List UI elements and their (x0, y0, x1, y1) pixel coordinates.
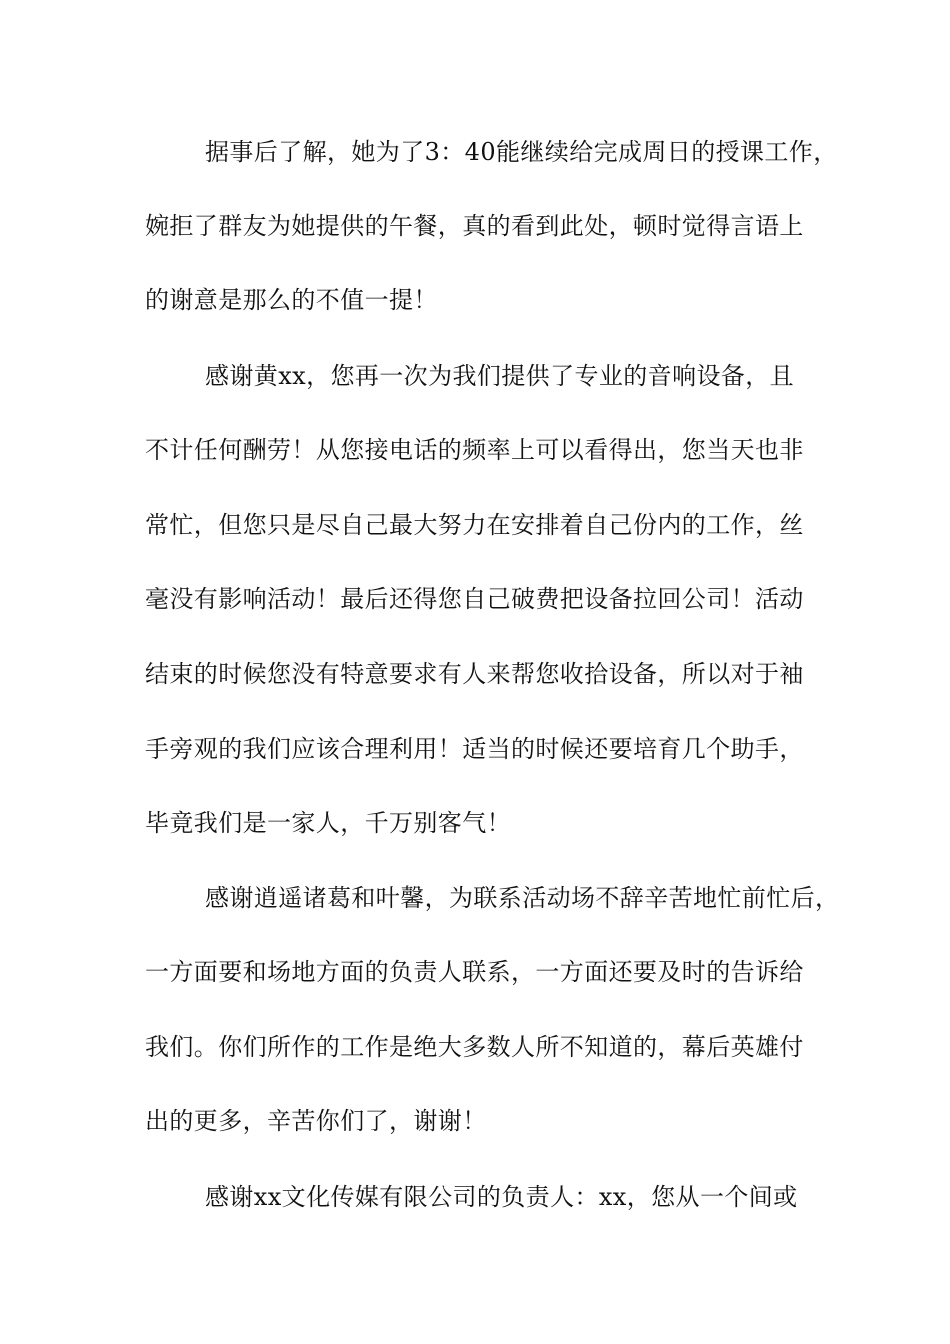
paragraph-1-line-1: 据事后了解，她为了3：40能继续给完成周日的授课工作， (205, 138, 838, 166)
paragraph-2-line-6: 手旁观的我们应该合理利用！适当的时候还要培育几个助手， (145, 735, 804, 763)
paragraph-3-line-4: 出的更多，辛苦你们了，谢谢！ (145, 1107, 487, 1135)
paragraph-2-line-5: 结束的时候您没有特意要求有人来帮您收拾设备，所以对于袖 (145, 660, 804, 688)
paragraph-2-line-7: 毕竟我们是一家人，千万别客气！ (145, 809, 511, 837)
paragraph-1-line-2: 婉拒了群友为她提供的午餐，真的看到此处，顿时觉得言语上 (145, 212, 804, 240)
paragraph-1-line-3: 的谢意是那么的不值一提！ (145, 286, 438, 314)
paragraph-3-line-1: 感谢逍遥诸葛和叶馨，为联系活动场不辞辛苦地忙前忙后， (205, 884, 840, 912)
paragraph-3-line-3: 我们。你们所作的工作是绝大多数人所不知道的，幕后英雄付 (145, 1033, 804, 1061)
paragraph-2-line-2: 不计任何酬劳！从您接电话的频率上可以看得出，您当天也非 (145, 436, 804, 464)
paragraph-2-line-3: 常忙，但您只是尽自己最大努力在安排着自己份内的工作，丝 (145, 511, 804, 539)
paragraph-2-line-1: 感谢黄xx，您再一次为我们提供了专业的音响设备，且 (205, 362, 795, 390)
paragraph-4-line-1: 感谢xx文化传媒有限公司的负责人：xx，您从一个间或 (205, 1183, 798, 1211)
paragraph-2-line-4: 毫没有影响活动！最后还得您自己破费把设备拉回公司！活动 (145, 585, 804, 613)
paragraph-3-line-2: 一方面要和场地方面的负责人联系，一方面还要及时的告诉给 (145, 958, 804, 986)
